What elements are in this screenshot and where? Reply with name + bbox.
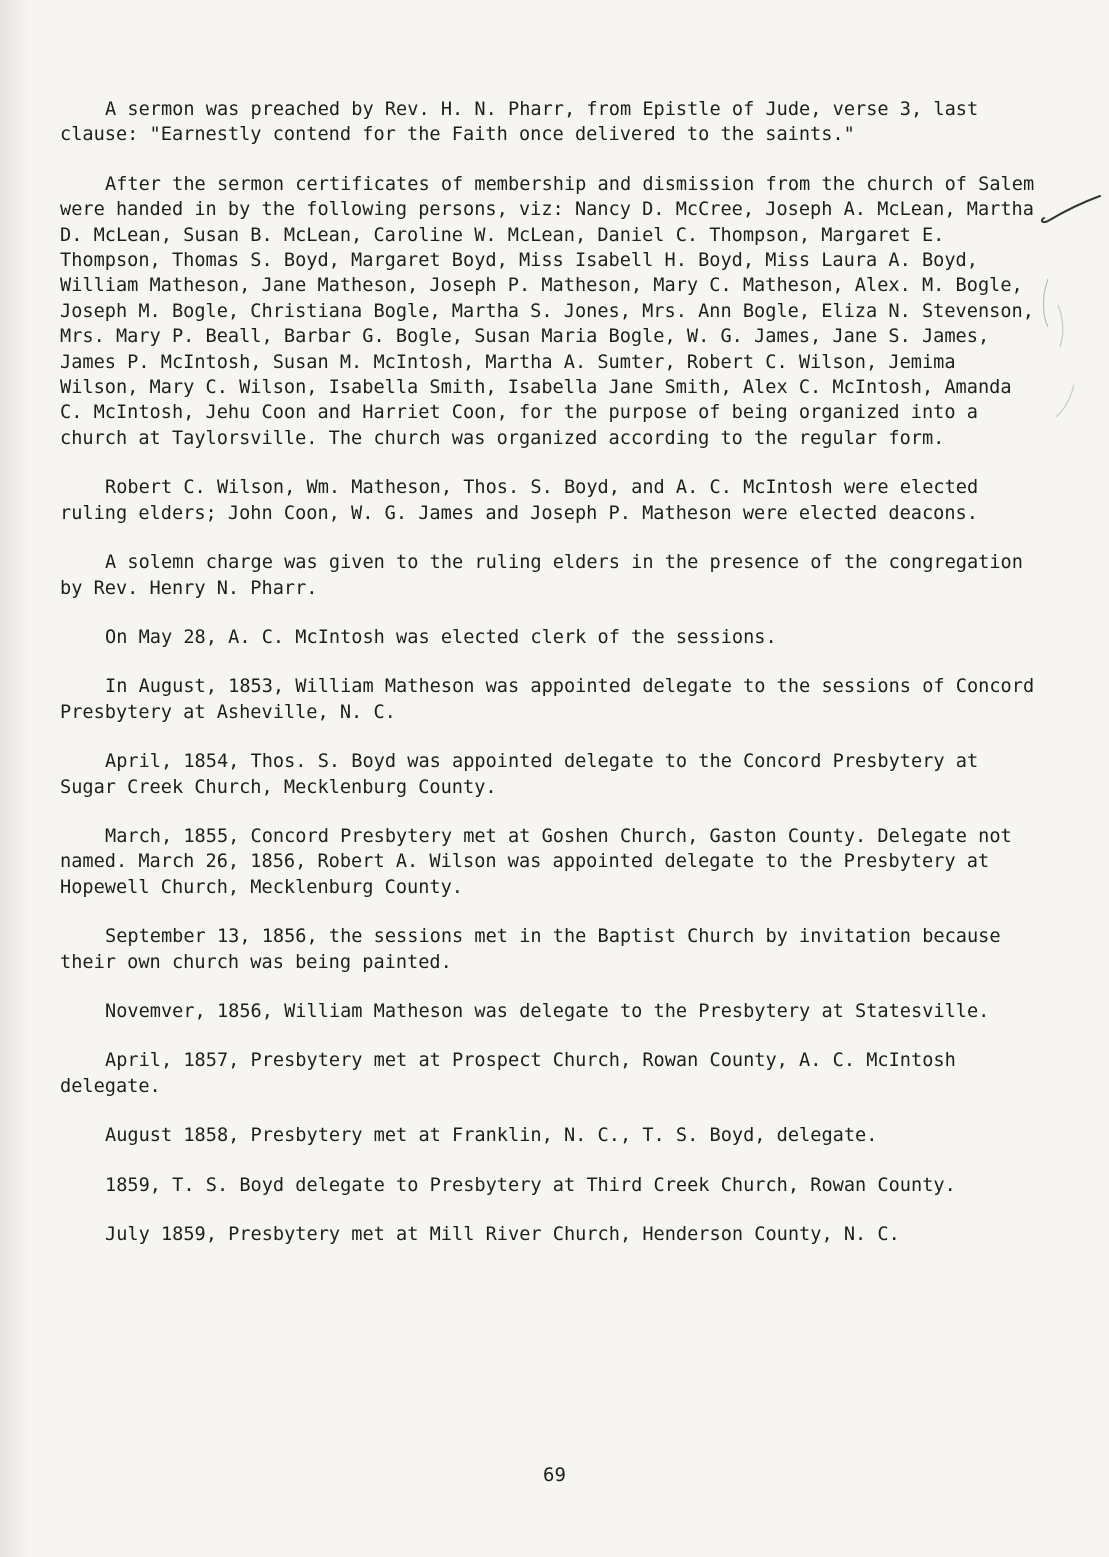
- document-body: [60, 97, 1040, 1247]
- paragraph-sermon: A sermon was preached by Rev. H. N. Pharr, from Epistle of Jude, verse 3, last clause: "Earnestly contend for the Faith once delivered to the saints.": [60, 99, 979, 146]
- pencil-margin-bracket: [1038, 275, 1078, 425]
- page-edge-shadow: [0, 0, 30, 1557]
- paragraph-1857: April, 1857, Presbytery met at Prospect Church, Rowan County, A. C. McIntosh delegate.: [60, 1050, 956, 1097]
- paragraph-clerk: On May 28, A. C. McIntosh was elected clerk of the sessions.: [105, 626, 777, 648]
- paragraph-sept-1856: September 13, 1856, the sessions met in the Baptist Church by invitation because their own church was being painted.: [60, 926, 1001, 973]
- paragraph-certificates: After the sermon certificates of membership and dismission from the church of Salem were handed in by the following persons, viz: Nancy D. McCree, Joseph A. McLean, Martha D. McLean, Susan B. McLean, Caroline W. McLean, Daniel C. Thompson, Margaret E. Thompson, Thomas S. Boyd, Margaret Boyd, Miss Isabell H. Boyd, Miss Laura A. Boyd, William Matheson, Jane Matheson, Joseph P. Matheson, Mary C. Matheson, Alex. M. Bogle, Joseph M. Bogle, Christiana Bogle, Martha S. Jones, Mrs. Ann Bogle, Eliza N. Stevenson, Mrs. Mary P. Beall, Barbar G. Bogle, Susan Maria Bogle, W. G. James, Jane S. James, James P. McIntosh, Susan M. McIntosh, Martha A. Sumter, Robert C. Wilson, Jemima Wilson, Mary C. Wilson, Isabella Smith, Isabella Jane Smith, Alex C. McIntosh, Amanda C. McIntosh, Jehu Coon and Harriet Coon, for the purpose of being organized into a church at Taylorsville. The church was organized according to the regular form.: [60, 173, 1035, 449]
- paragraph-nov-1856: Novemver, 1856, William Matheson was delegate to the Presbytery at Statesville.: [105, 1000, 990, 1022]
- pen-check-mark: [1038, 190, 1102, 230]
- paragraph-elders: Robert C. Wilson, Wm. Matheson, Thos. S. Boyd, and A. C. McIntosh were elected ruling elders; John Coon, W. G. James and Joseph P. Matheson were elected deacons.: [60, 477, 979, 524]
- paragraph-july-1859: July 1859, Presbytery met at Mill River Church, Henderson County, N. C.: [105, 1224, 900, 1245]
- paragraph-charge: A solemn charge was given to the ruling elders in the presence of the congregation by Rev. Henry N. Pharr.: [60, 552, 1023, 599]
- paragraph-1858: August 1858, Presbytery met at Franklin, N. C., T. S. Boyd, delegate.: [105, 1125, 878, 1147]
- paragraph-1859: 1859, T. S. Boyd delegate to Presbytery at Third Creek Church, Rowan County.: [105, 1174, 956, 1196]
- paragraph-1853: In August, 1853, William Matheson was appointed delegate to the sessions of Concord Presbytery at Asheville, N. C.: [60, 676, 1035, 723]
- page-number: 69: [543, 1464, 566, 1486]
- paragraph-1855: March, 1855, Concord Presbytery met at Goshen Church, Gaston County. Delegate not named. March 26, 1856, Robert A. Wilson was appointed delegate to the Presbytery at Hopewell Church, Mecklenburg County.: [60, 825, 1012, 898]
- paragraph-1854: April, 1854, Thos. S. Boyd was appointed delegate to the Concord Presbytery at Sugar Creek Church, Mecklenburg County.: [60, 751, 979, 798]
